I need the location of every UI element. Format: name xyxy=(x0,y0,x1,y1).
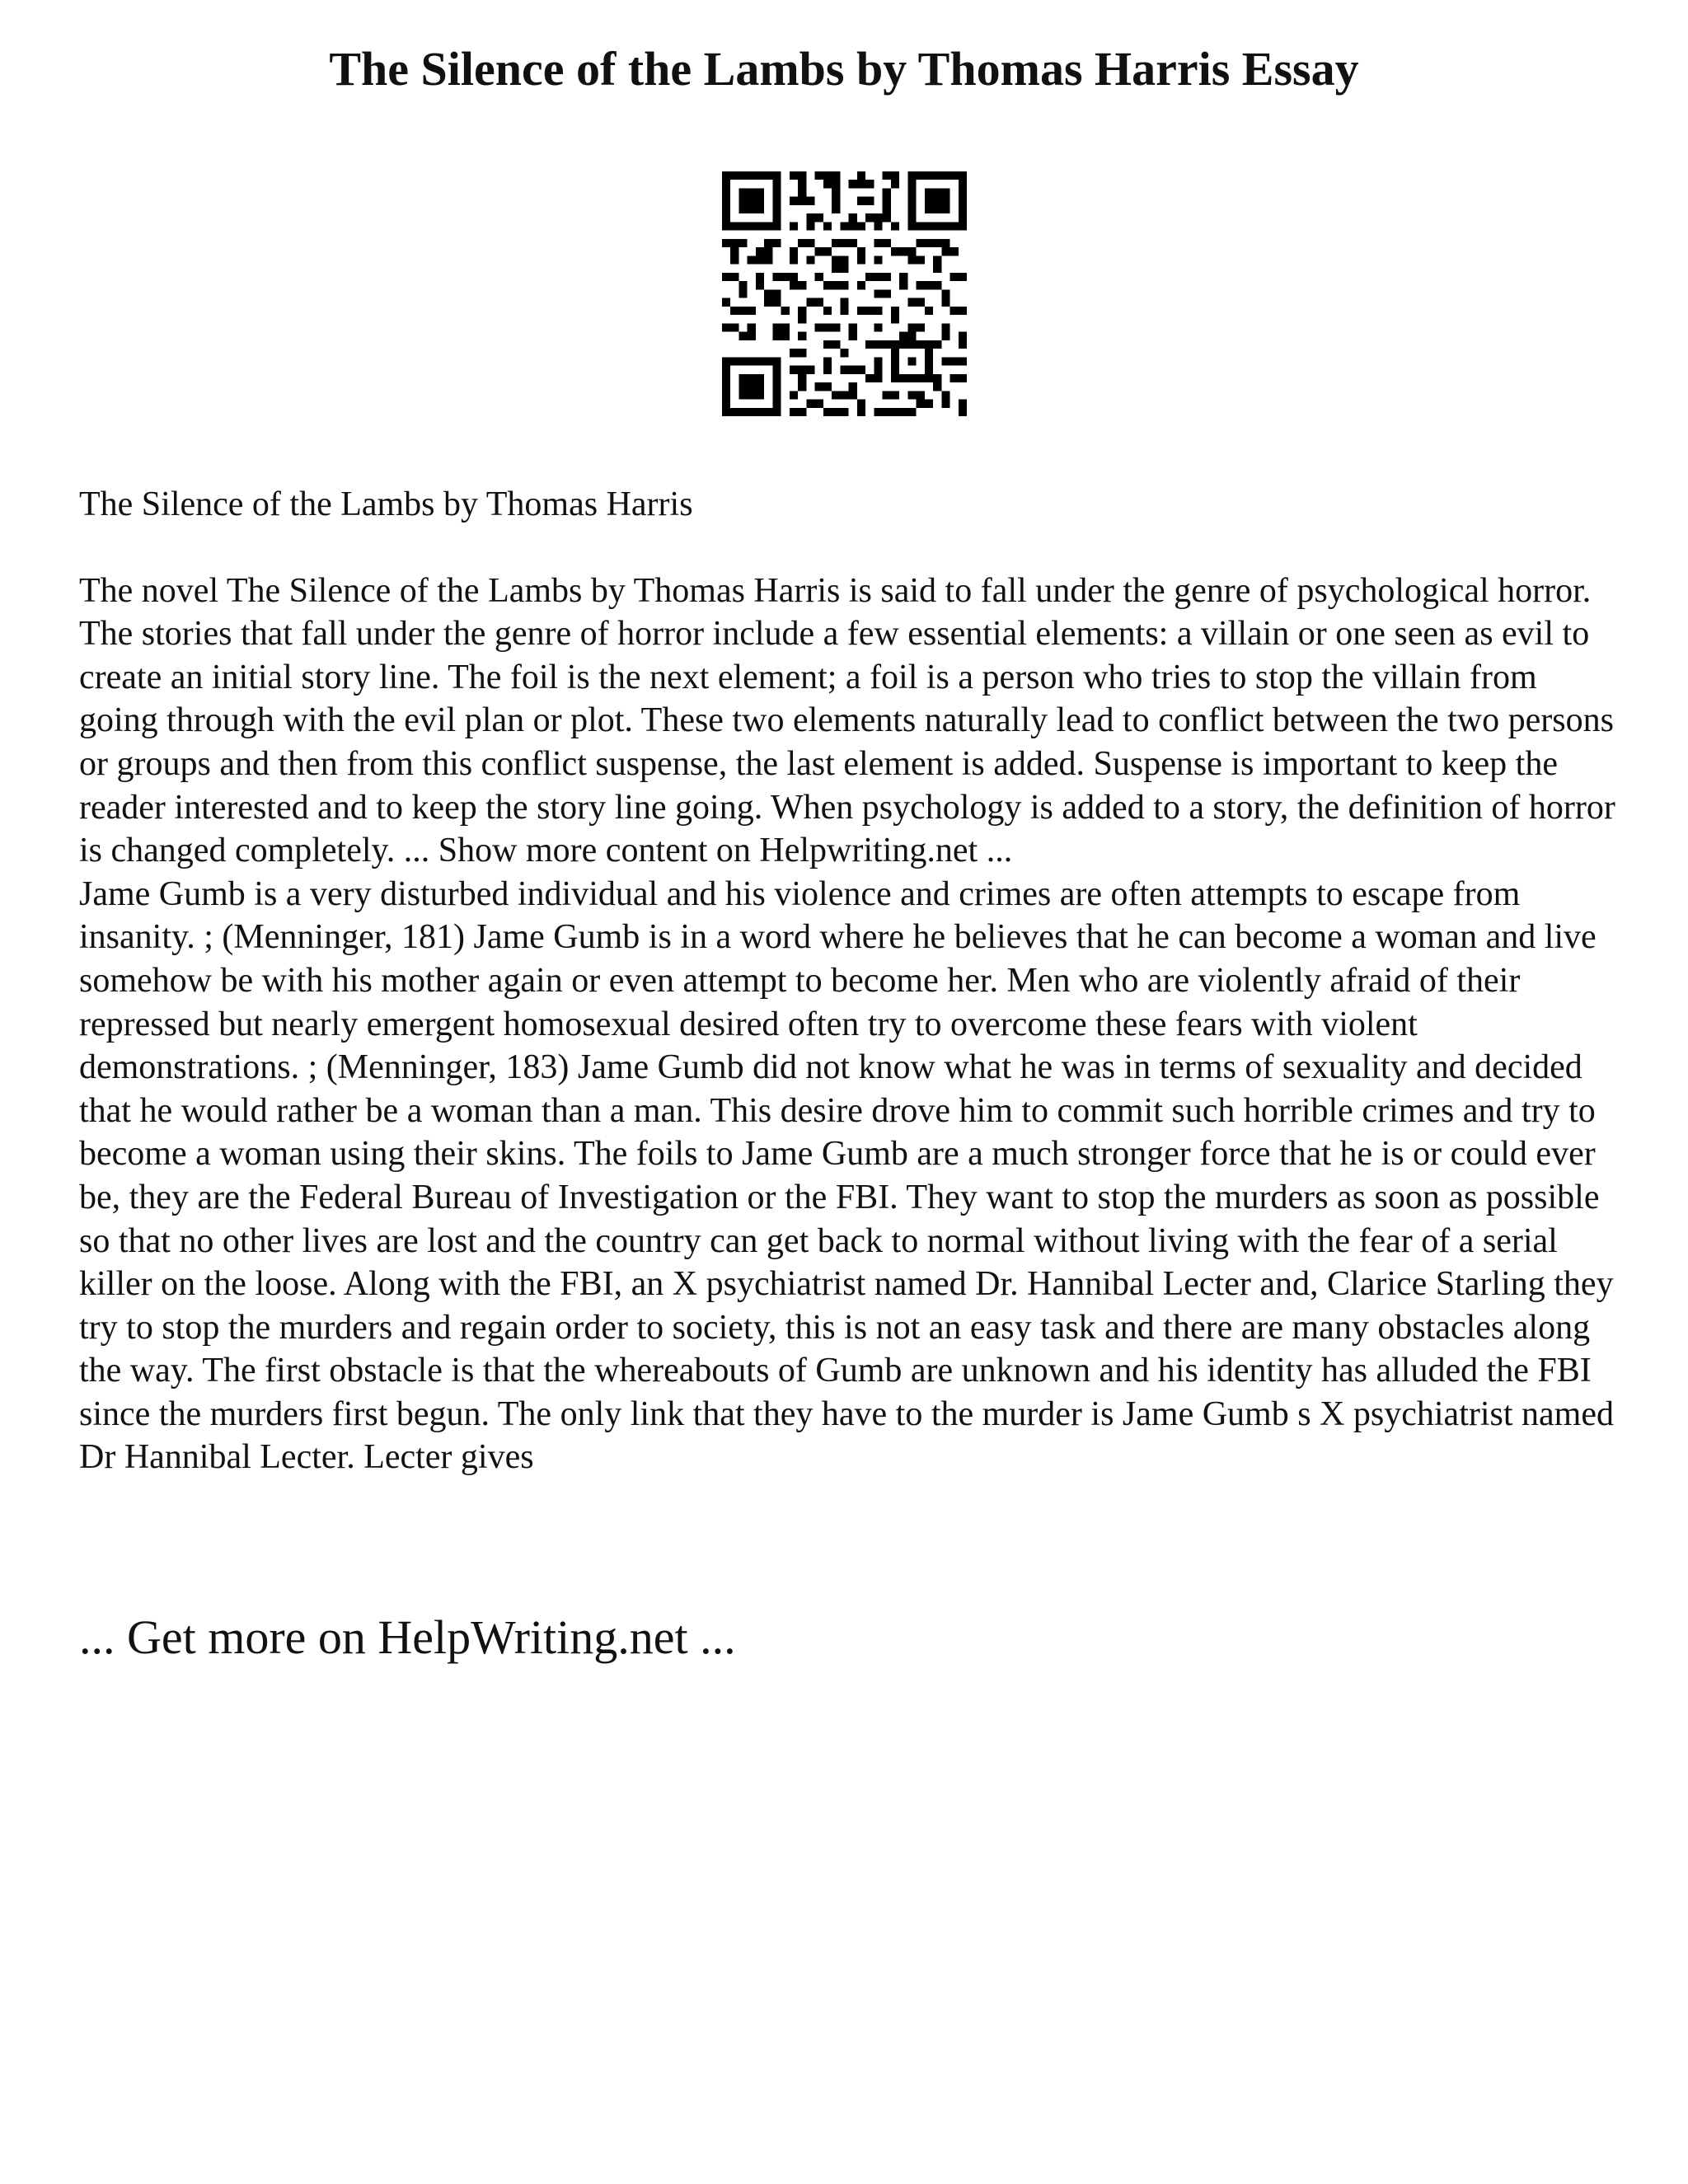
get-more-link[interactable]: ... Get more on HelpWriting.net ... xyxy=(79,1610,736,1664)
essay-subtitle: The Silence of the Lambs by Thomas Harris xyxy=(79,485,693,523)
qr-code-icon xyxy=(722,171,967,416)
essay-paragraph-2: Jame Gumb is a very disturbed individual and his violence and crimes are often attempts to escape from insanity. ; (Menninger, 181) Jame Gumb is in a word where he believes that he can become a woman and live somehow be with his mother again or even attempt to become her. Men who are violently afraid of their repressed but nearly emergent homosexual desired often try to overcome these fears with violent demonstrations. ; (Menninger, 183) Jame Gumb did not know what he was in terms of sexuality and decided that he would rather be a woman than a man. This desire drove him to commit such horrible crimes and try to become a woman using their skins. The foils to Jame Gumb are a much stronger force that he is or could ever be, they are the Federal Bureau of Investigation or the FBI. They want to stop the murders as soon as possible so that no other lives are lost and the country can get back to normal without living with the fear of a serial killer on the loose. Along with the FBI, an X psychiatrist named Dr. Hannibal Lecter and, Clarice Starling they try to stop the murders and regain order to society, this is not an easy task and there are many obstacles along the way. The first obstacle is that the whereabouts of Gumb are unknown and his identity has alluded the FBI since the murders first begun. The only link that they have to the murder is Jame Gumb s X psychiatrist named Dr Hannibal Lecter. Lecter gives xyxy=(79,874,1614,1477)
document-title: The Silence of the Lambs by Thomas Harris Essay xyxy=(329,42,1359,96)
essay-paragraph-1: The novel The Silence of the Lambs by Thomas Harris is said to fall under the genre of psychological horror. The stories that fall under the genre of horror include a few essential elements: a villain or one seen as evil to create an initial story line. The foil is the next element; a foil is a person who tries to stop the villain from going through with the evil plan or plot. These two elements naturally lead to conflict between the two persons or groups and then from this conflict suspense, the last element is added. Suspense is important to keep the reader interested and to keep the story line going. When psychology is added to a story, the definition of horror is changed completely. ... Show more content on Helpwriting.net ... xyxy=(79,571,1615,870)
essay-body xyxy=(79,483,1620,1479)
